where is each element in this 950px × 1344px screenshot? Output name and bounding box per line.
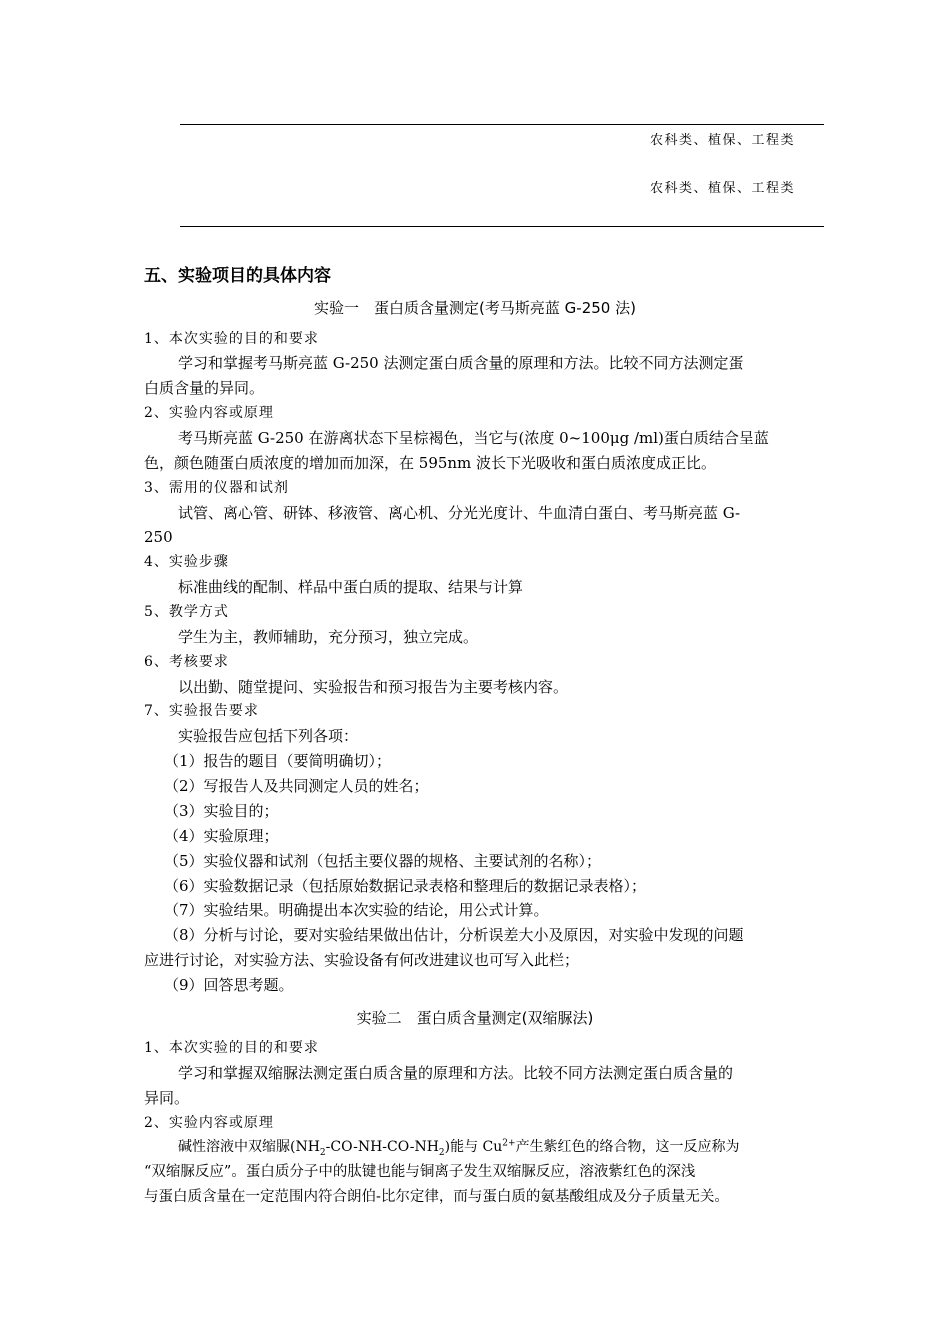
report-item-9: （9）回答思考题。 [164, 976, 294, 994]
exp1-paragraph-7: 实验报告应包括下列各项： [178, 727, 359, 745]
exp1-paragraph-2b: 色，颜色随蛋白质浓度的增加而加深，在 595nm 波长下光吸收和蛋白质浓度成正比。 [144, 454, 717, 472]
report-item-4: （4）实验原理； [164, 827, 279, 845]
exp1-heading-1: 1、本次实验的目的和要求 [144, 331, 319, 347]
exp1-paragraph-6: 以出勤、随堂提问、实验报告和预习报告为主要考核内容。 [178, 678, 569, 696]
exp1-heading-2: 2、实验内容或原理 [144, 405, 274, 421]
exp2-paragraph-2b: “双缩脲反应”。蛋白质分子中的肽键也能与铜离子发生双缩脲反应，溶液紫红色的深浅 [144, 1164, 696, 1180]
exp1-paragraph-1b: 白质含量的异同。 [144, 379, 265, 397]
exp2-heading-2: 2、实验内容或原理 [144, 1115, 274, 1131]
section-title: 五、实验项目的具体内容 [144, 266, 331, 286]
exp1-paragraph-1a: 学习和掌握考马斯亮蓝 G-250 法测定蛋白质含量的原理和方法。比较不同方法测定蛋 [178, 354, 744, 372]
exp2-paragraph-1a: 学习和掌握双缩脲法测定蛋白质含量的原理和方法。比较不同方法测定蛋白质含量的 [178, 1064, 734, 1082]
report-item-6: （6）实验数据记录（包括原始数据记录表格和整理后的数据记录表格）； [164, 877, 647, 895]
exp1-heading-5: 5、教学方式 [144, 604, 229, 620]
table-cell-1: 农科类、植保、工程类 [650, 133, 796, 148]
exp2-paragraph-1b: 异同。 [144, 1089, 190, 1107]
exp1-paragraph-4: 标准曲线的配制、样品中蛋白质的提取、结果与计算 [178, 578, 524, 596]
report-item-3: （3）实验目的； [164, 802, 279, 820]
exp1-heading-4: 4、实验步骤 [144, 554, 229, 570]
table-fragment [180, 124, 824, 227]
exp2-paragraph-2c: 与蛋白质含量在一定范围内符合朗伯-比尔定律，而与蛋白质的氨基酸组成及分子质量无关。 [144, 1189, 729, 1205]
report-item-8-continued: 应进行讨论，对实验方法、实验设备有何改进建议也可写入此栏； [144, 951, 580, 969]
report-item-2: （2）写报告人及共同测定人员的姓名； [164, 777, 429, 795]
exp1-paragraph-3a: 试管、离心管、研钵、移液管、离心机、分光光度计、牛血清白蛋白、考马斯亮蓝 G- [178, 504, 741, 522]
experiment-1-title: 实验一 蛋白质含量测定(考马斯亮蓝 G-250 法) [314, 299, 636, 317]
report-item-8: （8）分析与讨论，要对实验结果做出估计，分析误差大小及原因，对实验中发现的问题 [164, 926, 744, 944]
experiment-2-title: 实验二 蛋白质含量测定(双缩脲法) [356, 1009, 594, 1027]
exp2-paragraph-2a: 碱性溶液中双缩脲$(NH_2-CO-NH-CO-NH_2)$能与 $Cu^{2+}$产生紫红色的络合物，这一反应称为 [178, 1138, 740, 1158]
report-item-5: （5）实验仪器和试剂（包括主要仪器的规格、主要试剂的名称）； [164, 852, 602, 870]
exp2-heading-1: 1、本次实验的目的和要求 [144, 1040, 319, 1056]
report-item-7: （7）实验结果。明确提出本次实验的结论，用公式计算。 [164, 901, 549, 919]
exp1-paragraph-5: 学生为主，教师辅助，充分预习，独立完成。 [178, 628, 479, 646]
table-cell-2: 农科类、植保、工程类 [650, 181, 796, 196]
exp1-heading-3: 3、需用的仪器和试剂 [144, 480, 289, 496]
exp1-paragraph-2a: 考马斯亮蓝 G-250 在游离状态下呈棕褐色，当它与(浓度 0~100μg /ml)蛋白质结合呈蓝 [178, 429, 769, 447]
exp1-heading-6: 6、考核要求 [144, 654, 229, 670]
exp1-paragraph-3b: 250 [144, 528, 173, 546]
exp1-heading-7: 7、实验报告要求 [144, 703, 259, 719]
report-item-1: （1）报告的题目（要简明确切）； [164, 752, 392, 770]
